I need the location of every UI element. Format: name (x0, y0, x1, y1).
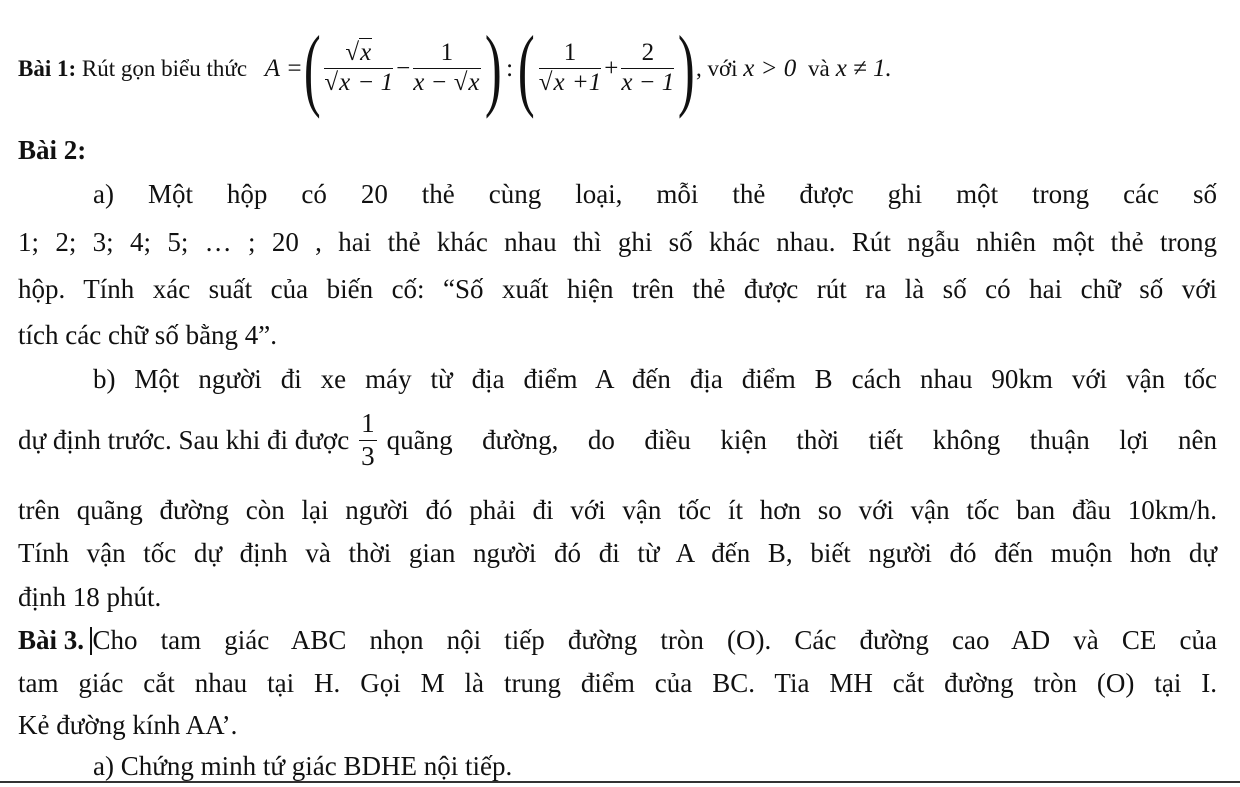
fraction-2: $\frac{1}{x - √x}$ (413, 38, 480, 96)
right-paren-2: ) (678, 17, 696, 119)
bai2-a-line3: hộp. Tính xác suất của biến cố: “Số xuất hiện trên thẻ được rút ra là số có hai chữ số với (18, 274, 1217, 304)
bai2-a-line4: tích các chữ số bằng 4”. (18, 320, 278, 350)
bai2-b-line2 (18, 405, 1217, 475)
bai3-label: Bài 3. (18, 625, 85, 655)
bai1-condition-and: và (807, 55, 830, 81)
bai2-b-line1: b) Một người đi xe máy từ địa điểm A đến địa điểm B cách nhau 90km với vận tốc (93, 364, 1217, 394)
left-paren-2: ( (518, 17, 535, 119)
bai1-line (18, 17, 892, 119)
bai1-condition-2: x ≠ 1. (835, 54, 892, 82)
minus-sign: − (396, 54, 411, 82)
bai2-b-line5: định 18 phút. (18, 582, 162, 612)
fraction-3: $\frac{1}{√x +1}$ (538, 38, 602, 96)
bai2-b-line2-pre: dự định trước. Sau khi đi được (18, 424, 350, 455)
one-third-fraction: $\frac{1}{3}$ (361, 408, 375, 471)
bai2-label: Bài 2: (18, 135, 87, 165)
bai1-intro: Rút gọn biểu thức (81, 55, 248, 81)
bai2-a-line2: 1; 2; 3; 4; 5; … ; 20 , hai thẻ khác nhau thì ghi số khác nhau. Rút ngẫu nhiên một thẻ trong (18, 227, 1217, 257)
plus-sign: + (604, 54, 619, 82)
page-bottom-rule (0, 781, 1240, 783)
bai1-label: Bài 1: (18, 55, 77, 81)
bai2-a-line1: a) Một hộp có 20 thẻ cùng loại, mỗi thẻ được ghi một trong các số (93, 179, 1217, 209)
bai3-line1-text: Cho tam giác ABC nhọn nội tiếp đường tròn (O). Các đường cao AD và CE của (92, 625, 1217, 655)
bai2-b-line2-post: quãng đường, do điều kiện thời tiết không thuận lợi nên (386, 424, 1217, 455)
bai3-line1 (18, 627, 1217, 655)
bai2-b-line3: trên quãng đường còn lại người đó phải đi với vận tốc ít hơn so với vận tốc ban đầu 10km/h. (18, 495, 1217, 525)
left-paren-1: ( (303, 17, 321, 119)
right-paren-1: ) (484, 17, 502, 119)
fraction-4: $\frac{2}{x - 1}$ (621, 38, 675, 96)
text-cursor (90, 627, 92, 655)
bai1-formula (264, 17, 696, 119)
bai1-condition-1: x > 0 (743, 54, 797, 82)
fraction-1: $\frac{√x}{√x - 1}$ (324, 38, 394, 96)
bai2-label-line (18, 137, 86, 164)
bai3-line2: tam giác cắt nhau tại H. Gọi M là trung điểm của BC. Tia MH cắt đường tròn (O) tại I. (18, 668, 1217, 698)
bai3-a: a) Chứng minh tứ giác BDHE nội tiếp. (93, 751, 513, 781)
bai1-condition-text: , với (695, 55, 738, 81)
bai3-line3: Kẻ đường kính AA’. (18, 710, 238, 740)
formula-lhs: A = (264, 54, 303, 82)
bai2-b-line4: Tính vận tốc dự định và thời gian người đó đi từ A đến B, biết người đó đến muộn hơn dự (18, 538, 1217, 568)
divide-sign: : (506, 54, 514, 82)
